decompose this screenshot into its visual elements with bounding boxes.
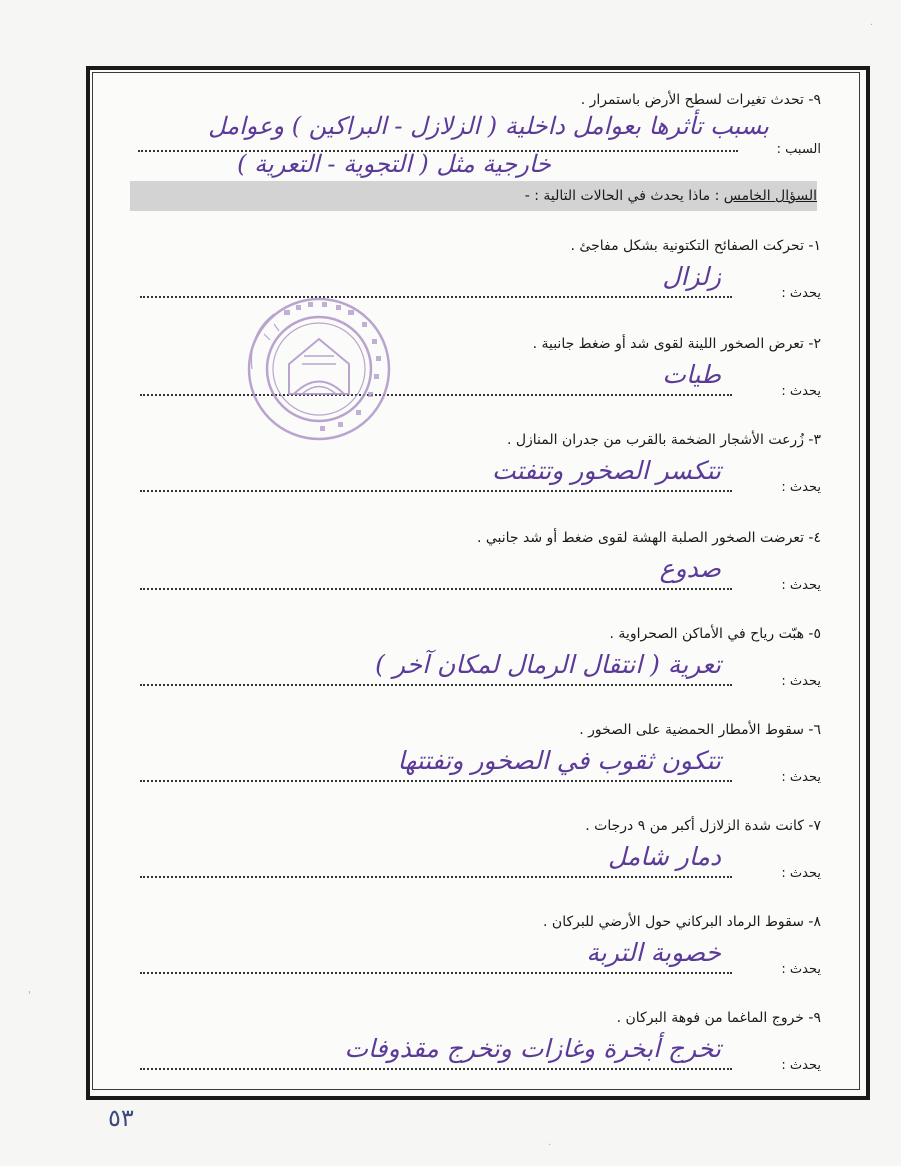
- section-subtitle: : ماذا يحدث في الحالات التالية : -: [524, 188, 720, 204]
- answer-dotted-line: [140, 296, 732, 298]
- answer-dotted-line: [140, 972, 732, 974]
- section-title: السؤال الخامس: [723, 188, 817, 204]
- question-statement: ٣- زُرعت الأشجار الضخمة بالقرب من جدران المنازل .: [506, 432, 821, 448]
- page-number: ٥٣: [108, 1104, 134, 1132]
- question-statement: ٨- سقوط الرماد البركاني حول الأرضي للبركان .: [543, 914, 821, 930]
- answer-label: يحدث :: [781, 1058, 821, 1073]
- scan-speck: ·: [870, 20, 874, 31]
- worksheet-inner-border: [92, 72, 860, 1090]
- handwritten-reason-line2: خارجية مثل ( التجوية - التعرية ): [237, 150, 551, 178]
- scan-speck: ·: [548, 1140, 552, 1151]
- section-heading: [525, 188, 817, 204]
- question-statement: ٢- تعرض الصخور اللينة لقوى شد أو ضغط جانبية .: [532, 336, 821, 352]
- answer-label: يحدث :: [781, 480, 821, 495]
- handwritten-answer: تخرج أبخرة وغازات وتخرج مقذوفات: [344, 1034, 721, 1063]
- handwritten-reason-line1: بسبب تأثرها بعوامل داخلية ( الزلازل - البراكين ) وعوامل: [208, 112, 769, 140]
- handwritten-answer: تتكون ثقوب في الصخور وتفتتها: [397, 746, 721, 775]
- scan-speck: ': [28, 990, 31, 1001]
- handwritten-answer: تتكسر الصخور وتتفتت: [492, 456, 721, 485]
- handwritten-answer: خصوبة التربة: [586, 938, 721, 967]
- question-statement: ٥- هبّت رياح في الأماكن الصحراوية .: [609, 626, 821, 642]
- answer-label: يحدث :: [781, 866, 821, 881]
- handwritten-answer: طيات: [662, 360, 721, 389]
- handwritten-answer: تعرية ( انتقال الرمال لمكان آخر ): [375, 650, 721, 679]
- school-seal-stamp: [244, 294, 394, 444]
- question-statement: ٩- خروج الماغما من فوهة البركان .: [616, 1010, 821, 1026]
- question-statement: ٧- كانت شدة الزلازل أكبر من ٩ درجات .: [585, 818, 821, 834]
- answer-label: يحدث :: [781, 770, 821, 785]
- answer-dotted-line: [140, 490, 732, 492]
- answer-dotted-line: [140, 394, 732, 396]
- answer-dotted-line: [140, 1068, 732, 1070]
- answer-label: يحدث :: [781, 962, 821, 977]
- answer-dotted-line: [140, 588, 732, 590]
- answer-label: يحدث :: [781, 286, 821, 301]
- handwritten-answer: صدوع: [659, 554, 721, 583]
- answer-label: يحدث :: [781, 384, 821, 399]
- reason-label: السبب :: [776, 142, 821, 157]
- question-statement: ١- تحركت الصفائح التكتونية بشكل مفاجئ .: [570, 238, 821, 254]
- top-item-statement: ٩- تحدث تغيرات لسطح الأرض باستمرار .: [580, 92, 821, 108]
- answer-label: يحدث :: [781, 674, 821, 689]
- answer-dotted-line: [140, 780, 732, 782]
- handwritten-answer: دمار شامل: [607, 842, 721, 871]
- answer-dotted-line: [140, 876, 732, 878]
- answer-dotted-line: [140, 684, 732, 686]
- handwritten-answer: زلزال: [662, 262, 721, 291]
- answer-label: يحدث :: [781, 578, 821, 593]
- question-statement: ٦- سقوط الأمطار الحمضية على الصخور .: [579, 722, 821, 738]
- question-statement: ٤- تعرضت الصخور الصلبة الهشة لقوى ضغط أو شد جانبي .: [476, 530, 821, 546]
